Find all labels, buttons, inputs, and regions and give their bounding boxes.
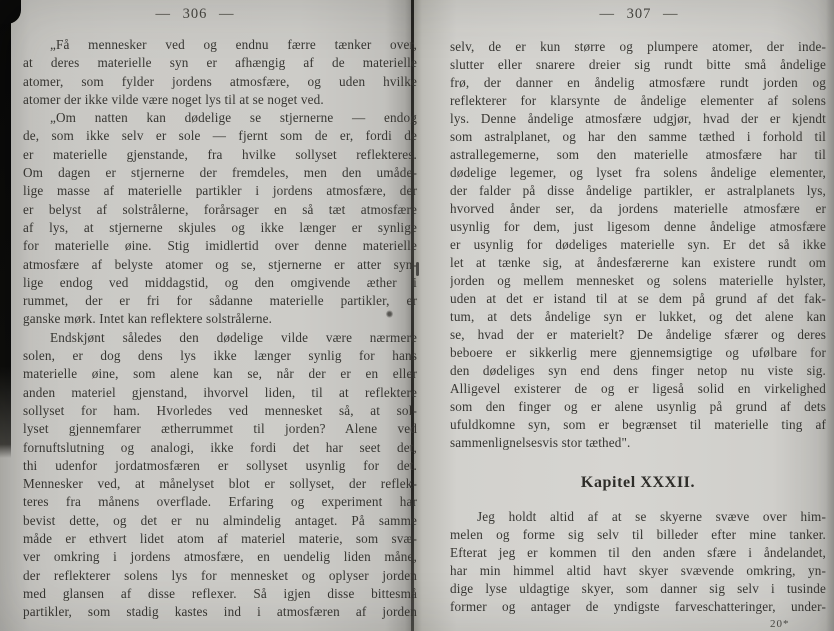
text-line: partikler, som stadig kastes ind i atmosfæren af jorden xyxy=(23,604,417,620)
text-line: måde er ethvert lidet atom af materiel materie, som svæ- xyxy=(23,531,417,547)
text-line: ufuldkomne syn, som er begrænset til materielle ting af xyxy=(450,417,826,432)
paragraph xyxy=(450,508,826,616)
text-line: tum, at dets åndelige syn er lukket, og det alene kan xyxy=(450,309,826,324)
text-line: de, som ikke selv er sole — fjernt som de er, fordi de xyxy=(23,128,417,144)
text-line: dige lyse uldagtige skyer, som danner sig selv i tusinde xyxy=(450,581,826,596)
text-line: atomer der ikke vilde være noget lys til at se noget ved. xyxy=(23,91,324,107)
text-line: thi udenfor jordatmosfæren er sollyset usynlig for det. xyxy=(23,457,417,473)
text-line: sammenlignelsesvis stor tæthed". xyxy=(450,435,631,450)
scan-edge-strip xyxy=(0,0,11,458)
text-line: „Få mennesker ved og endnu færre tænker over, xyxy=(50,37,417,52)
scan-right-edge xyxy=(826,0,834,631)
text-line: materielle øine, som alene kan se, når der er en eller xyxy=(23,366,417,382)
text-line: for materielle øine. Stig imidlertid over denne materielle xyxy=(23,238,417,254)
left-page-number: — 306 — xyxy=(155,6,235,22)
text-line: rummet, der er fri for sådanne materielle partikler, er xyxy=(23,293,417,309)
paragraph xyxy=(23,109,417,329)
text-line: reflekterer for klarsynte de åndelige elementer af solens xyxy=(450,93,826,108)
text-line: Alligevel existerer de og er ligeså solid en virkelighed xyxy=(450,381,826,396)
paragraph xyxy=(23,329,417,622)
text-line: lige masse af materielle partikler i jordens atmosfære, der xyxy=(23,183,417,199)
text-line: anden materiel gjenstand, ihvorvel liden, til at reflektere xyxy=(23,384,417,400)
text-line: med glansen af disse reflexer. Så igjen disse bittesmå xyxy=(23,585,417,601)
text-line: teres fra månens overflade. Erfaring og experiment har xyxy=(23,494,417,510)
text-line: lys. Denne åndelige atmosfære udgjør, hvad der er kjendt xyxy=(450,111,826,126)
text-line: Efterat jeg er kommen til den anden sfære i åndelandet, xyxy=(450,545,826,560)
text-line: er belyst af solstrålerne, forårsager en så tæt atmosfære xyxy=(23,201,417,217)
text-line: er usynlig for dødeliges materielle syn. Er det så ikke xyxy=(450,237,826,252)
text-line: atmosfære af belyste atomer og se, stjernerne er atter syn- xyxy=(23,256,417,272)
text-line: at deres materielle syn er afhængig af de materielle xyxy=(23,55,417,71)
text-line: den dødeliges syn end dens finger netop nu viste sig. xyxy=(450,363,826,378)
text-line: „Om natten kan dødelige se stjernerne — endog xyxy=(50,110,417,126)
text-line: der falder på disse åndelige partikler, er astralplanets lys, xyxy=(450,183,826,198)
text-line: fornuftslutning og analogi, ikke fordi det har seet det, xyxy=(23,439,417,455)
paragraph xyxy=(450,38,826,452)
text-line: som astralplanet, og har den samme tæthed i forhold til xyxy=(450,129,826,144)
text-line: Jeg holdt altid af at se skyerne svæve over him- xyxy=(477,509,826,524)
text-line: beboere er sikkerlig mere gjennemsigtige og ufølbare for xyxy=(450,345,826,360)
text-line: hvorved ånder ser, da jordens materielle atmosfære er xyxy=(450,201,826,216)
text-line: atomer, som fylder jordens atmosfære, og uden hvilke xyxy=(23,73,417,89)
text-line: der reflekterer solens lys for mennesket og oplyser jorden xyxy=(23,567,417,583)
text-line: har min himmel altid havt skyer svævende omkring, yn- xyxy=(450,563,826,578)
text-line: solen, er dog dens lys ikke længer synlig for hans xyxy=(23,348,417,364)
text-line: lyset gjennemfarer ætherrummet til jorden? Alene ved xyxy=(23,421,417,437)
text-line: let at tænke sig, at åndesfærerne kan existere rundt om xyxy=(450,255,826,270)
text-line: jorden og mellem mennesket og solens materielle hylster, xyxy=(450,273,826,288)
signature-mark: 20* xyxy=(770,618,790,630)
text-line: som den finger og er alene usynlig på grund af dets xyxy=(450,399,826,414)
text-line: uden at det er istand til at se dem på grund af det fak- xyxy=(450,291,826,306)
text-line: er materielle gjenstande, fra hvilke sollyset reflekteres. xyxy=(23,146,417,162)
text-line: lige endog ved middagstid, og den omgivende æther i xyxy=(23,274,417,290)
text-line: frø, der danner en åndelig atmosfære rundt jorden og xyxy=(450,75,826,90)
text-line: dødelige legemer, og lyset fra solens åndelige elementer, xyxy=(450,165,826,180)
text-line: slutter eller snarere dreier sig rundt bitte små åndelige xyxy=(450,57,826,72)
text-line: af lys, at stjernerne skjules og ikke længer er synlige xyxy=(23,219,417,235)
text-line: usynlig for dem, just ligesom denne åndelige atmosfære xyxy=(450,219,826,234)
right-page-body xyxy=(450,38,826,452)
text-line: selv, de er kun større og plumpere atomer, der inde- xyxy=(450,39,826,54)
left-page-body xyxy=(23,36,417,622)
text-line: melen og forme sig selv til billeder efter mine tanker. xyxy=(450,527,826,542)
chapter-body xyxy=(450,508,826,616)
text-line: sollyset for ham. Hvorledes ved mennesket så, at sol- xyxy=(23,402,417,418)
chapter-heading: Kapitel XXXII. xyxy=(580,474,696,491)
text-line: Endskjønt således den dødelige vilde være nærmere xyxy=(50,329,417,345)
text-line: Mennesker ved, at månelyset blot er sollyset, der reflek- xyxy=(23,476,417,492)
text-line: former og antager de yndigste farveschatteringer, under- xyxy=(450,599,826,614)
text-line: bevist dette, og det er nu almindelig antaget. På samme xyxy=(23,512,417,528)
paragraph xyxy=(23,36,417,109)
text-line: Om dagen er stjernerne der fremdeles, men den umåde- xyxy=(23,165,417,181)
text-line: se, hvad der er materielt? De åndelige sfærer og deres xyxy=(450,327,826,342)
text-line: astrallegemerne, som den materielle atmosfære har til xyxy=(450,147,826,162)
right-page-number: — 307 — xyxy=(599,6,679,22)
text-line: ver omkring i jordens atmosfære, en uendelig liden måne, xyxy=(23,549,417,565)
text-line: ganske mørk. Intet kan reflektere solstrålerne. xyxy=(23,311,273,327)
